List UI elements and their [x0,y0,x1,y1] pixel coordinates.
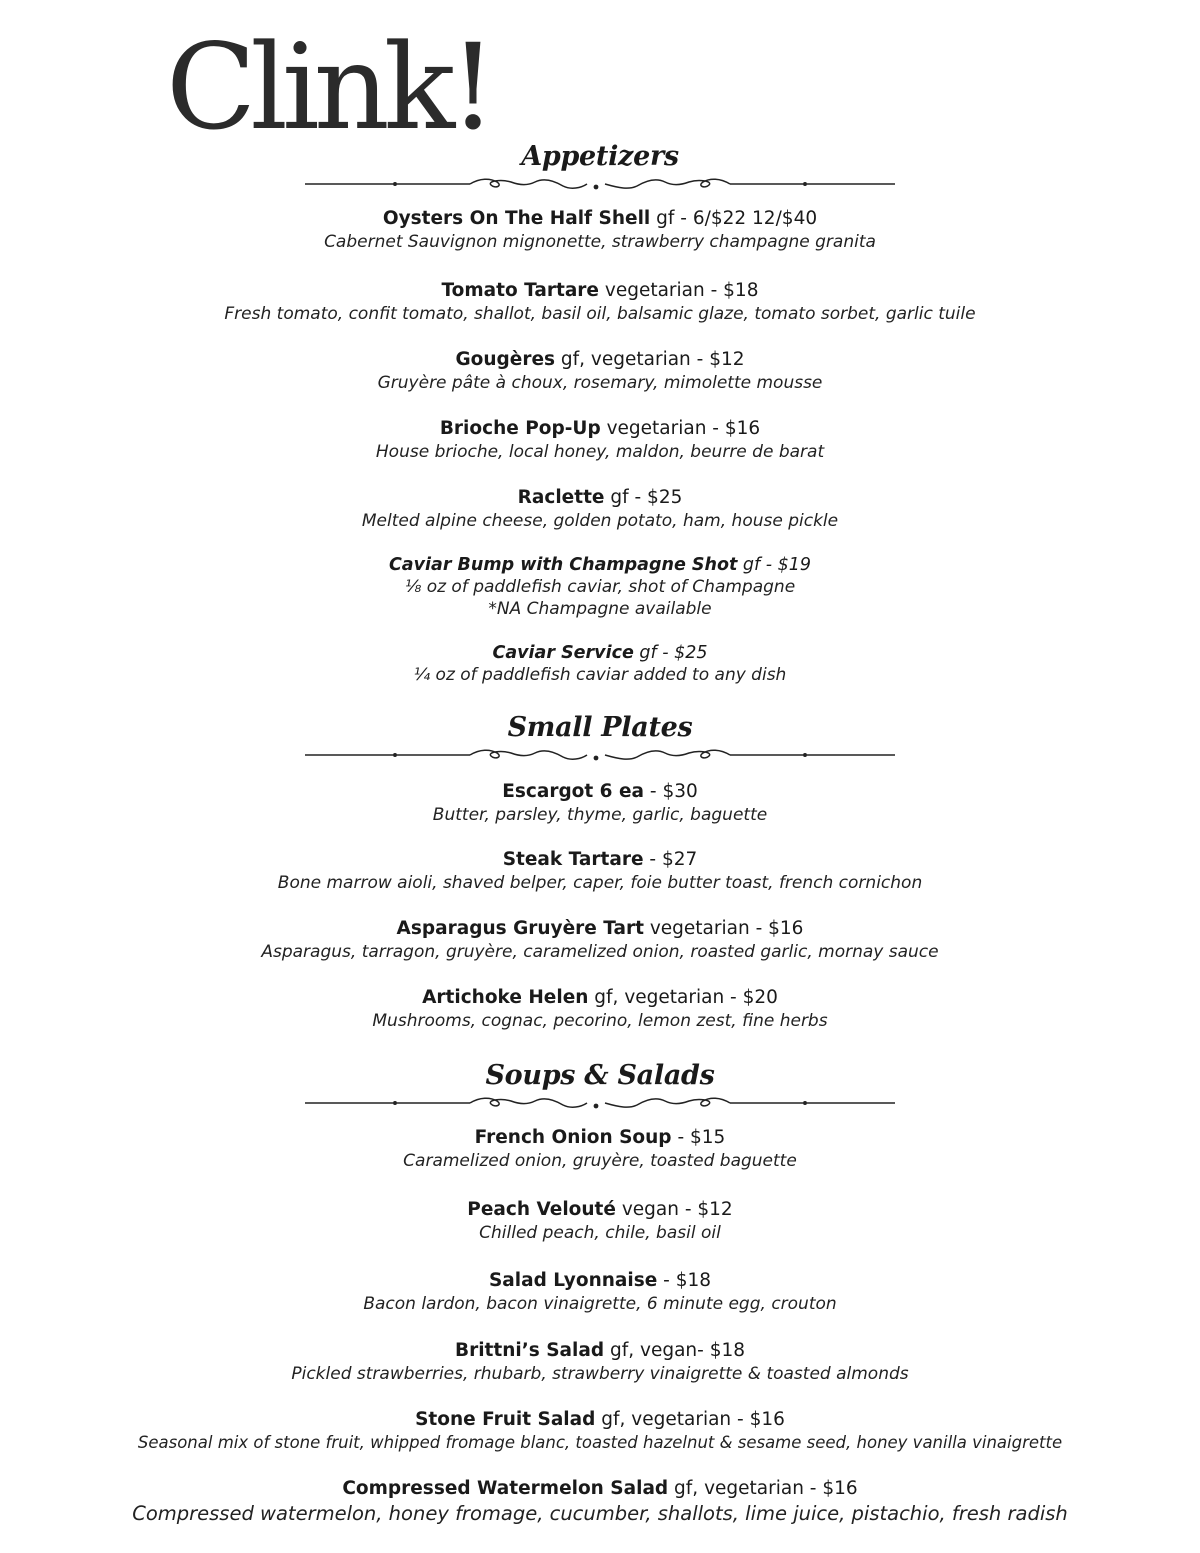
item-name: Compressed Watermelon Salad [342,1478,669,1499]
menu-item-watermelon-salad [0,1477,1200,1526]
logo-text: Clink! [166,18,491,156]
item-name: Brittni’s Salad [454,1340,605,1361]
item-description: Gruyère pâte à choux, rosemary, mimolette mousse [377,373,823,393]
item-meta: gf, vegan- $18 [604,1340,746,1361]
item-meta: vegetarian - $18 [598,280,759,301]
item-description: Pickled strawberries, rhubarb, strawberry vinaigrette & toasted almonds [291,1364,909,1384]
menu-item-gougeres [0,348,1200,394]
item-name: Caviar Bump with Champagne Shot [388,555,738,575]
flourish-divider [305,174,895,194]
menu-item-salad-lyonnaise [0,1269,1200,1315]
item-name: Peach Velouté [467,1199,616,1220]
menu-item-raclette [0,486,1200,532]
flourish-divider [305,745,895,765]
item-description: Compressed watermelon, honey fromage, cucumber, shallots, lime juice, pistachio, fresh radish [132,1502,1068,1525]
item-description: Bone marrow aioli, shaved belper, caper, foie butter toast, french cornichon [277,873,923,893]
menu-item-brioche [0,417,1200,463]
item-description: Mushrooms, cognac, pecorino, lemon zest, fine herbs [372,1011,828,1031]
menu-item-tomato-tartare [0,279,1200,325]
item-meta: - $18 [657,1270,712,1291]
item-meta: gf - $19 [737,555,812,575]
item-description: Fresh tomato, confit tomato, shallot, basil oil, balsamic glaze, tomato sorbet, garlic tuile [224,304,976,324]
item-name: Caviar Service [492,643,634,663]
clink-logo-mark [166,18,491,156]
item-description: Seasonal mix of stone fruit, whipped fromage blanc, toasted hazelnut & sesame seed, honey vanilla vinaigrette [137,1433,1063,1452]
item-name: Salad Lyonnaise [488,1270,658,1291]
clink-logo [166,18,491,156]
item-meta: vegetarian - $16 [643,918,804,939]
menu-item-brittnis-salad [0,1339,1200,1385]
item-description: ¼ oz of paddlefish caviar added to any dish [413,665,787,685]
section-soups-salads [0,1059,1200,1113]
item-meta: gf, vegetarian - $16 [668,1478,858,1499]
item-name: Stone Fruit Salad [415,1409,596,1430]
item-meta: gf - 6/$22 12/$40 [650,208,818,229]
item-meta: gf, vegetarian - $12 [555,349,745,370]
item-description: Chilled peach, chile, basil oil [479,1223,721,1243]
item-meta: gf - $25 [604,487,683,508]
item-meta: vegetarian - $16 [600,418,761,439]
item-description: Butter, parsley, thyme, garlic, baguette [432,805,768,825]
item-name: Brioche Pop-Up [439,418,601,439]
section-small-plates [0,711,1200,765]
flourish-divider [305,1093,895,1113]
item-description: Melted alpine cheese, golden potato, ham, house pickle [361,511,839,531]
item-meta: gf, vegetarian - $16 [595,1409,785,1430]
section-title: Soups & Salads [485,1060,715,1091]
item-name: Steak Tartare [502,849,644,870]
section-title: Small Plates [507,712,693,743]
menu-item-french-onion-soup [0,1126,1200,1172]
item-meta: vegan - $12 [615,1199,733,1220]
menu-item-stone-fruit-salad [0,1408,1200,1454]
item-description: Asparagus, tarragon, gruyère, caramelized onion, roasted garlic, mornay sauce [261,942,939,962]
item-name: Raclette [517,487,605,508]
section-title: Appetizers [521,141,679,172]
item-name: French Onion Soup [474,1127,672,1148]
menu-item-artichoke-helen [0,986,1200,1032]
item-description: ⅛ oz of paddlefish caviar, shot of Champagne [404,577,796,597]
item-meta: gf - $25 [633,643,708,663]
menu-item-escargot [0,780,1200,826]
menu-item-steak-tartare [0,848,1200,894]
item-meta: - $27 [643,849,698,870]
menu-item-oysters [0,207,1200,253]
menu-item-asparagus-tart [0,917,1200,963]
menu-item-caviar-service [0,642,1200,686]
item-description: Bacon lardon, bacon vinaigrette, 6 minute egg, crouton [363,1294,837,1314]
item-name: Escargot 6 ea [502,781,645,802]
section-appetizers [0,140,1200,194]
item-meta: - $30 [644,781,698,802]
item-description: House brioche, local honey, maldon, beurre de barat [375,442,825,462]
item-name: Tomato Tartare [441,280,599,301]
menu-item-peach-veloute [0,1198,1200,1244]
item-description: Cabernet Sauvignon mignonette, strawberry champagne granita [324,232,876,252]
item-name: Oysters On The Half Shell [382,208,651,229]
item-name: Gougères [455,349,556,370]
item-meta: - $15 [671,1127,726,1148]
item-description: Caramelized onion, gruyère, toasted baguette [403,1151,797,1171]
item-name: Artichoke Helen [422,987,589,1008]
item-meta: gf, vegetarian - $20 [588,987,778,1008]
menu-item-caviar-bump [0,554,1200,620]
item-name: Asparagus Gruyère Tart [396,918,644,939]
item-description-note: *NA Champagne available [488,599,712,619]
